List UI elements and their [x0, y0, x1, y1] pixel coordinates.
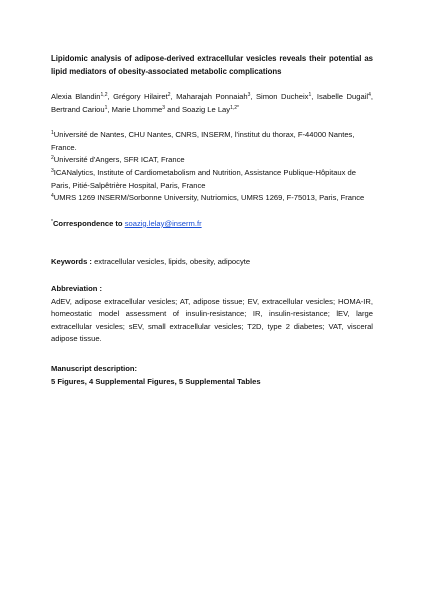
author-separator: and: [165, 104, 182, 114]
keywords: [51, 256, 373, 269]
correspondence-label: Correspondence to: [52, 218, 123, 228]
author-affiliation-mark: 1: [308, 92, 312, 98]
keywords-label: Keywords :: [51, 257, 92, 267]
author-separator: ,: [170, 92, 177, 101]
affiliation-item: [51, 154, 373, 167]
author-list: [51, 91, 376, 116]
affiliation-number: 3: [51, 167, 54, 174]
title-page-content: [51, 52, 376, 388]
affiliation-text: UMRS 1269 INSERM/Sorbonne University, Nutriomics, UMRS 1269, F-75013, Paris, France: [53, 193, 365, 203]
correspondence-email-link[interactable]: soazig.lelay@inserm.fr: [124, 218, 202, 228]
author-affiliation-mark: 1,2*: [230, 104, 239, 111]
author-separator: ,: [311, 92, 317, 101]
affiliation-text: Université de Nantes, CHU Nantes, CNRS, INSERM, l'institut du thorax, F-44000 Nantes, France.: [51, 130, 355, 152]
author-separator: ,: [107, 104, 112, 114]
author-separator: ,: [107, 92, 114, 101]
author-name: Bertrand Cariou: [51, 104, 105, 114]
affiliation-list: [51, 129, 373, 205]
affiliation-number: 1: [51, 130, 54, 137]
author-affiliation-mark: 1,2: [100, 92, 108, 98]
author-name: Soazig Le Lay: [181, 104, 231, 114]
author-separator: ,: [250, 92, 256, 101]
affiliation-number: 2: [51, 155, 54, 162]
affiliation-text: ICANalytics, Institute of Cardiometabolism and Nutrition, Assistance Publique-Hôpitaux de Paris, Pitié-Salpêtrière Hospital, Paris, France: [51, 167, 356, 190]
author-affiliation-mark: 2: [167, 92, 171, 98]
manuscript-description-heading: Manuscript description:: [51, 363, 138, 373]
affiliation-item: [51, 167, 373, 192]
author-name: Grégory Hilairet: [113, 92, 168, 101]
author-name: Maharajah Ponnaiah: [176, 92, 248, 101]
author-affiliation-mark: 3: [162, 104, 166, 111]
abbreviation-text: AdEV, adipose extracellular vesicles; AT, adipose tissue; EV, extracellular vesicles; HOMA-IR, homeostatic model assessment of insulin-resistance; IR, insulin-resistance; lEV, large extracellular vesicles; sEV, small extracellular vesicles; T2D, type 2 diabetes; VAT, visceral adipose tissue.: [51, 296, 373, 344]
affiliation-item: [51, 129, 373, 154]
author-name: Isabelle Dugail: [316, 92, 369, 101]
author-affiliation-mark: 4: [368, 92, 371, 98]
author-affiliation-mark: 3: [247, 92, 251, 98]
affiliation-text: Université d'Angers, SFR ICAT, France: [53, 155, 185, 165]
affiliation-item: [51, 192, 373, 205]
author-name: Marie Lhomme: [111, 104, 163, 114]
abbreviation-heading: Abbreviation :: [51, 283, 103, 293]
paper-title: Lipidomic analysis of adipose-derived extracellular vesicles reveals their potential as lipid mediators of obesity-associated metabolic complications: [51, 54, 373, 76]
author-affiliation-mark: 1: [104, 104, 108, 111]
author-name: Alexia Blandin: [51, 92, 101, 101]
manuscript-description-text: 5 Figures, 4 Supplemental Figures, 5 Supplemental Tables: [51, 376, 261, 386]
affiliation-number: 4: [51, 193, 54, 200]
correspondence-mark: *: [51, 218, 53, 225]
author-name: Simon Ducheix: [255, 92, 309, 101]
author-separator: ,: [370, 92, 376, 101]
correspondence: [51, 218, 373, 231]
keywords-text: extracellular vesicles, lipids, obesity, adipocyte: [94, 257, 251, 267]
